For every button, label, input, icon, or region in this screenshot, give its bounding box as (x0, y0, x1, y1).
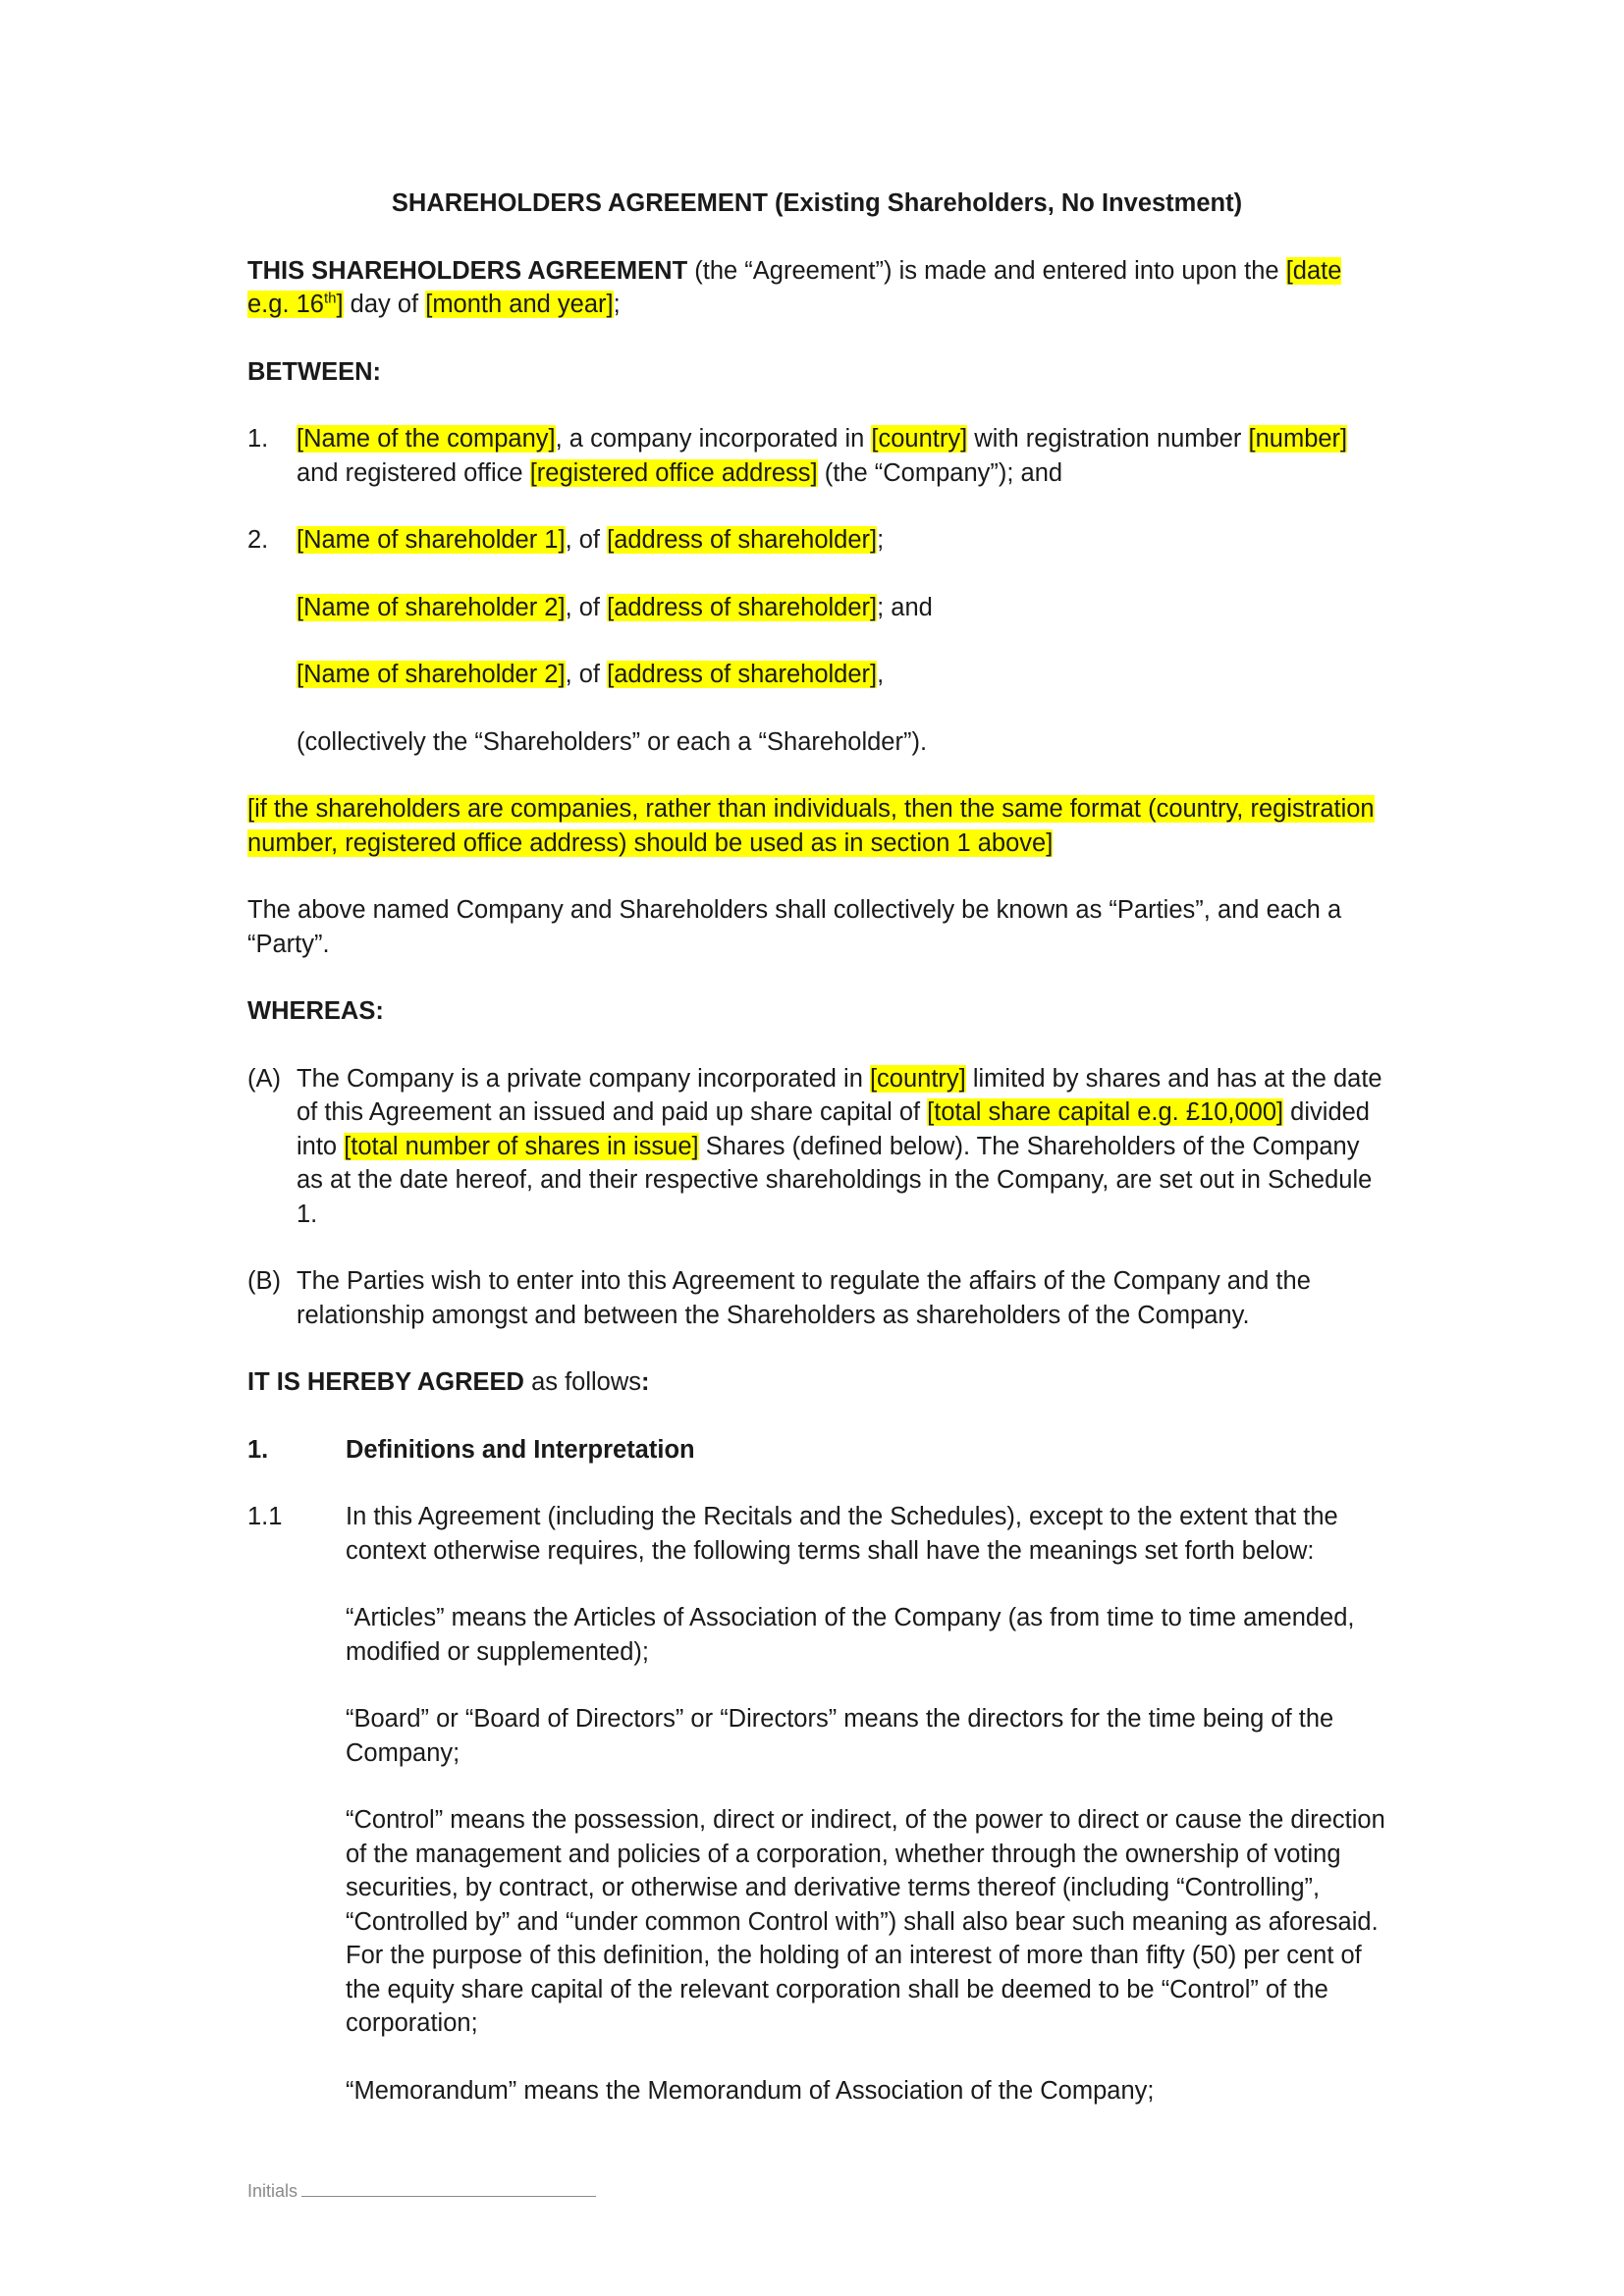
section-title: Definitions and Interpretation (346, 1435, 695, 1464)
definition-board: “Board” or “Board of Directors” or “Directors” means the directors for the time being of the Company; (346, 1705, 1334, 1767)
clause-1-1: 1.1 In this Agreement (including the Recitals and the Schedules), except to the extent that the context otherwise requires, the following terms shall have the meanings set forth below: (247, 1500, 1386, 1568)
recital-a: (A) The Company is a private company incorporated in [country] limited by shares and has at the date of this Agreement an issued and paid up share capital of [total share capital e.g. £10,000] divided into [total number of shares in issue] Shares (defined below). The Shareholders of the Company as at the date hereof, and their respective shareholdings in the Company, are set out in Schedule 1. (247, 1062, 1386, 1232)
shareholder-row: [Name of shareholder 2], of [address of shareholder]; and (297, 593, 933, 621)
document-title: SHAREHOLDERS AGREEMENT (Existing Shareholders, No Investment) (391, 189, 1243, 217)
definition-memorandum: “Memorandum” means the Memorandum of Association of the Company; (346, 2076, 1155, 2105)
whereas-heading: WHEREAS: (247, 997, 384, 1025)
placeholder-shareholder-name: [Name of shareholder 2] (297, 593, 566, 621)
placeholder-date: [date e.g. 16th] (247, 256, 1342, 318)
section-number: 1. (247, 1435, 269, 1464)
recital-b: (B) The Parties wish to enter into this Agreement to regulate the affairs of the Company and the relationship amongst and between the Shareholders as shareholders of the Company. (247, 1264, 1386, 1332)
placeholder-shareholder-name: [Name of shareholder 2] (297, 661, 566, 688)
instruction-note: [if the shareholders are companies, rather than individuals, then the same format (country, registration number, registered office address) should be used as in section 1 above] (247, 795, 1375, 857)
intro-paragraph (247, 254, 1386, 322)
placeholder-office-address: [registered office address] (529, 458, 818, 487)
collective-definition: (collectively the “Shareholders” or each a “Shareholder”). (297, 727, 928, 756)
placeholder-shareholder-address: [address of shareholder] (607, 526, 878, 554)
recital-label: (A) (247, 1064, 281, 1093)
section-1-heading (247, 1433, 1386, 1468)
intro-bold: THIS SHAREHOLDERS AGREEMENT (247, 256, 688, 285)
placeholder-month-year: [month and year] (425, 291, 614, 318)
definition-articles: “Articles” means the Articles of Association of the Company (as from time to time amended, modified or supplemented); (346, 1604, 1355, 1666)
intro-text: (the “Agreement”) is made and entered into upon the (687, 256, 1286, 285)
party-2: 2. [Name of shareholder 1], of [address of shareholder]; (247, 523, 1386, 558)
initials-label: Initials (247, 2181, 298, 2201)
placeholder-reg-number: [number] (1248, 425, 1348, 453)
clause-number: 1.1 (247, 1503, 283, 1530)
placeholder-country: [country] (869, 1064, 966, 1093)
placeholder-shareholder-address: [address of shareholder] (607, 661, 878, 688)
placeholder-country: [country] (871, 425, 968, 453)
between-heading: BETWEEN: (247, 357, 381, 386)
list-number: 1. (247, 425, 269, 453)
intro-text: ; (613, 291, 621, 318)
definition-control: “Control” means the possession, direct or indirect, of the power to direct or cause the direction of the management and policies of a corporation, whether through the ownership of voting securities, by contract, or otherwise and derivative terms thereof (including “Controlling”, “Controlled by” and “under common Control with”) shall also bear such meaning as aforesaid. For the purpose of this definition, the holding of an interest of more than fifty (50) per cent of the equity share capital of the relevant corporation shall be deemed to be “Control” of the corporation; (346, 1806, 1385, 2037)
recital-label: (B) (247, 1267, 281, 1295)
initials-line[interactable] (301, 2182, 596, 2197)
placeholder-shareholder-address: [address of shareholder] (607, 593, 878, 621)
placeholder-number-of-shares: [total number of shares in issue] (344, 1132, 699, 1160)
party-1: 1. [Name of the company], a company incorporated in [country] with registration number [number] and registered office [registered office address] (the “Company”); and (247, 422, 1386, 490)
parties-paragraph: The above named Company and Shareholders shall collectively be known as “Parties”, and each a “Party”. (247, 896, 1342, 958)
footer-initials (247, 2181, 596, 2202)
placeholder-share-capital: [total share capital e.g. £10,000] (927, 1098, 1284, 1126)
intro-text: day of (343, 291, 426, 318)
list-number: 2. (247, 526, 269, 554)
placeholder-company-name: [Name of the company] (297, 425, 556, 453)
agreed-paragraph: IT IS HEREBY AGREED as follows: (247, 1368, 650, 1396)
shareholder-row: [Name of shareholder 2], of [address of shareholder], (297, 661, 885, 688)
placeholder-shareholder-name: [Name of shareholder 1] (297, 526, 566, 554)
document-page (247, 187, 1386, 2141)
